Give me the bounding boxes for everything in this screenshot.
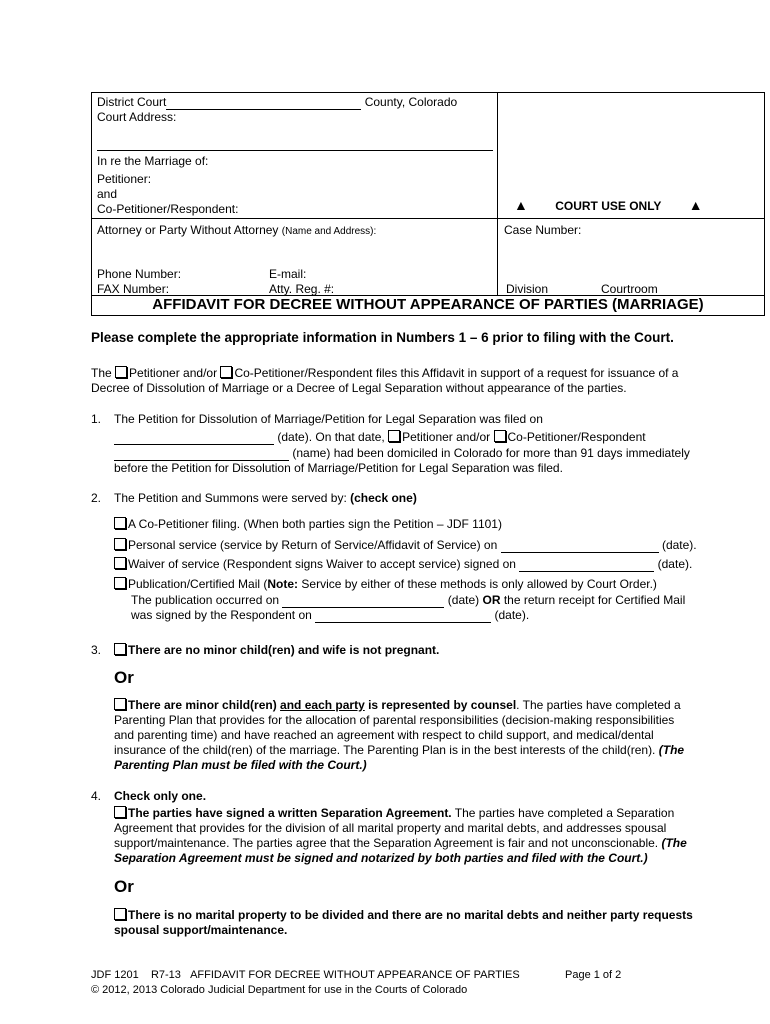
item-1-number: 1.	[91, 412, 102, 426]
separation-agreement-checkbox[interactable]	[114, 806, 126, 818]
item-3-or: Or	[114, 668, 134, 687]
no-property-option: There is no marital property to be divided and there are no marital debts and neither party requests spousal support/maintenance.	[114, 908, 693, 937]
receipt-date-blank[interactable]	[315, 610, 491, 623]
item-1-line3: (name) had been domiciled in Colorado for more than 91 days immediately	[114, 446, 690, 461]
publication-detail: The publication occurred on (date) OR the return receipt for Certified Mail was signed by the Respondent on (date).	[131, 593, 686, 622]
intro-paragraph: The Petitioner and/or Co-Petitioner/Respondent files this Affidavit in support of a request for issuance of a Decree of Dissolution of Marriage or a Decree of Legal Separation without appearance of the parties.	[91, 366, 679, 395]
item-1-line1: The Petition for Dissolution of Marriage/Petition for Legal Separation was filed on	[114, 412, 543, 426]
footer-form-info: JDF 1201 R7-13 AFFIDAVIT FOR DECREE WITHOUT APPEARANCE OF PARTIES	[91, 969, 520, 981]
service-option-a: A Co-Petitioner filing. (When both parties sign the Petition – JDF 1101)	[114, 517, 502, 532]
co-petitioner-domicile-checkbox[interactable]	[494, 430, 506, 442]
service-option-b: Personal service (service by Return of Service/Affidavit of Service) on (date).	[114, 538, 697, 553]
page-number: Page 1 of 2	[565, 969, 622, 981]
no-children-option: There are no minor child(ren) and wife is not pregnant.	[114, 643, 439, 658]
personal-service-checkbox[interactable]	[114, 538, 126, 550]
item-3-number: 3.	[91, 643, 102, 657]
instruction: Please complete the appropriate information in Numbers 1 – 6 prior to filing with the Court.	[91, 330, 674, 345]
email-label: E-mail:	[269, 267, 307, 281]
item-1-line4: before the Petition for Dissolution of Marriage/Petition for Legal Separation was filed.	[114, 461, 563, 475]
and-label: and	[97, 187, 118, 201]
service-option-c: Waiver of service (Respondent signs Waiver to accept service) signed on (date).	[114, 557, 692, 572]
party-name-line	[97, 150, 493, 151]
item-4-or: Or	[114, 877, 134, 896]
item-4-number: 4.	[91, 789, 102, 803]
atty-reg-label: Atty. Reg. #:	[269, 282, 335, 296]
no-property-checkbox[interactable]	[114, 908, 126, 920]
district-court-label: District Court County, Colorado	[97, 95, 458, 109]
domicile-name-blank[interactable]	[114, 448, 289, 461]
waiver-date-blank[interactable]	[519, 559, 654, 572]
filed-date-blank[interactable]	[114, 432, 274, 445]
co-petitioner-filing-checkbox[interactable]	[114, 517, 126, 529]
court-use-only: ▲ COURT USE ONLY ▲	[514, 197, 703, 213]
copyright: © 2012, 2013 Colorado Judicial Department for use in the Courts of Colorado	[91, 984, 468, 996]
personal-service-date-blank[interactable]	[501, 540, 659, 553]
in-re-label: In re the Marriage of:	[97, 154, 209, 168]
court-address-label: Court Address:	[97, 110, 177, 124]
courtroom-label: Courtroom	[601, 282, 658, 296]
petitioner-domicile-checkbox[interactable]	[388, 430, 400, 442]
service-option-d: Publication/Certified Mail (Note: Service by either of these methods is only allowed by Court Order.)	[114, 577, 657, 592]
petitioner-label: Petitioner:	[97, 172, 152, 186]
separation-agreement-option: The parties have signed a written Separation Agreement. The parties have completed a Separation Agreement that provides for the division of all marital property and marital debts, and addresses spousal support/maintenance. The parties agree that the Separation Agreement is fair and not unconscionable. (The Separation Agreement must be signed and notarized by both parties and filed with the Court.)	[114, 806, 687, 865]
publication-checkbox[interactable]	[114, 577, 126, 589]
waiver-checkbox[interactable]	[114, 557, 126, 569]
caption-rule-right	[498, 218, 764, 219]
item-2-text: The Petition and Summons were served by: (check one)	[114, 491, 417, 505]
form-title: AFFIDAVIT FOR DECREE WITHOUT APPEARANCE OF PARTIES (MARRIAGE)	[152, 296, 704, 313]
children-option: There are minor child(ren) and each party is represented by counsel. The parties have completed a Parenting Plan that provides for the allocation of parental responsibilities (decision-making responsibilities and parenting time) and have reached an agreement with respect to child support, and medical/dental insurance of the child(ren) of the marriage. The Parenting Plan is in the best interests of the child(ren). (The Parenting Plan must be filed with the Court.)	[114, 698, 685, 772]
phone-label: Phone Number:	[97, 267, 182, 281]
up-arrow-icon: ▲	[688, 197, 703, 213]
division-label: Division	[506, 282, 549, 296]
district-court-blank[interactable]	[166, 97, 361, 110]
co-petitioner-checkbox[interactable]	[220, 366, 232, 378]
caption-rule-left	[92, 218, 497, 219]
case-number-label: Case Number:	[504, 223, 582, 237]
no-children-checkbox[interactable]	[114, 643, 126, 655]
co-petitioner-label: Co-Petitioner/Respondent:	[97, 202, 239, 216]
item-1-line2: (date). On that date, Petitioner and/or Co-Petitioner/Respondent	[114, 430, 646, 445]
minor-children-checkbox[interactable]	[114, 698, 126, 710]
fax-label: FAX Number:	[97, 282, 170, 296]
check-only-one: Check only one.	[114, 789, 207, 803]
petitioner-checkbox[interactable]	[115, 366, 127, 378]
item-2-number: 2.	[91, 491, 102, 505]
publication-date-blank[interactable]	[282, 595, 444, 608]
attorney-label: Attorney or Party Without Attorney (Name and Address):	[97, 223, 377, 237]
up-arrow-icon: ▲	[514, 197, 528, 213]
caption-divider	[497, 92, 498, 295]
